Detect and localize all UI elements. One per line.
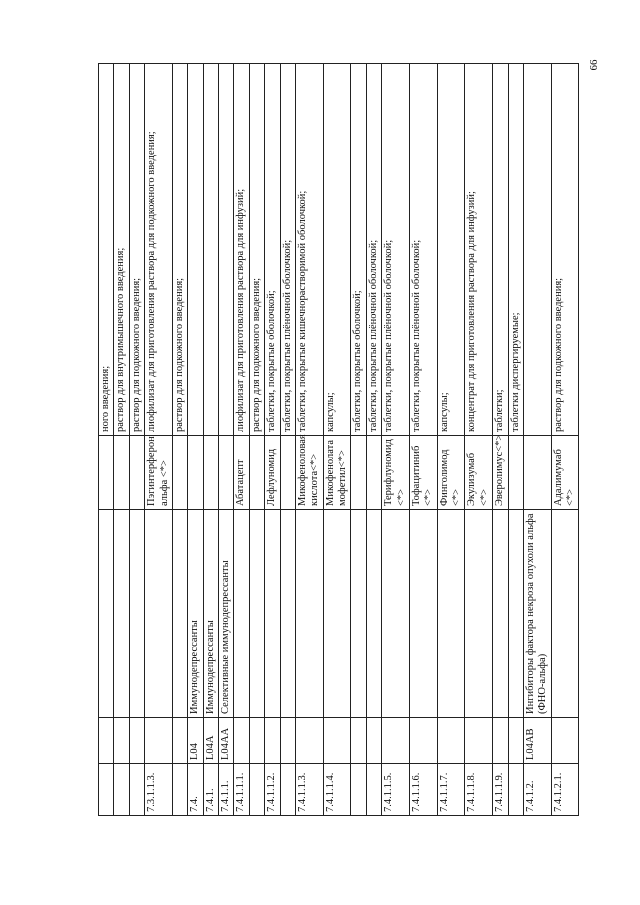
- dosage-form-cell: [523, 64, 551, 436]
- table-row: [465, 64, 493, 816]
- table-row: [265, 64, 280, 816]
- table-row: [280, 64, 295, 816]
- group-name-cell: [382, 510, 410, 718]
- dosage-form-cell: лиофилизат для приготовления раствора для инфузий;: [234, 64, 249, 436]
- drug-name-cell: [203, 436, 218, 510]
- group-name-cell: [280, 510, 295, 718]
- drug-name-cell: Экулизумаб <*>: [465, 436, 493, 510]
- drug-name-cell: Абатацепт: [234, 436, 249, 510]
- row-code-cell: 7.4.1.2.: [523, 764, 551, 816]
- table-row: [99, 64, 114, 816]
- row-code-cell: 7.4.1.1.5.: [382, 764, 410, 816]
- atc-code-cell: [551, 718, 579, 764]
- row-code-cell: 7.4.1.1.4.: [323, 764, 351, 816]
- atc-code-cell: [265, 718, 280, 764]
- atc-code-cell: [493, 718, 508, 764]
- table-row: [172, 64, 187, 816]
- dosage-form-cell: таблетки, покрытые плёночной оболочкой;: [280, 64, 295, 436]
- drug-name-cell: [129, 436, 144, 510]
- table-row: [551, 64, 579, 816]
- drug-name-cell: Финголимод <*>: [437, 436, 465, 510]
- dosage-form-cell: таблетки;: [493, 64, 508, 436]
- drug-name-cell: Эверолимус<*>: [493, 436, 508, 510]
- group-name-cell: [366, 510, 381, 718]
- dosage-form-cell: раствор для подкожного введения;: [249, 64, 264, 436]
- table-row: [234, 64, 249, 816]
- row-code-cell: [508, 764, 523, 816]
- row-code-cell: [249, 764, 264, 816]
- group-name-cell: [172, 510, 187, 718]
- group-name-cell: [295, 510, 323, 718]
- table-row: [203, 64, 218, 816]
- dosage-form-cell: таблетки диспергируемые;: [508, 64, 523, 436]
- table-row: [145, 64, 173, 816]
- atc-code-cell: [382, 718, 410, 764]
- drug-name-cell: [249, 436, 264, 510]
- table-row: [249, 64, 264, 816]
- row-code-cell: [129, 764, 144, 816]
- group-name-cell: [508, 510, 523, 718]
- page-number: 66: [588, 59, 600, 71]
- atc-code-cell: [437, 718, 465, 764]
- table-row: [295, 64, 323, 816]
- table-row: [493, 64, 508, 816]
- group-name-cell: [493, 510, 508, 718]
- group-name-cell: Селективные иммунодепрессанты: [219, 510, 234, 718]
- rotated-table-wrapper: [98, 64, 576, 816]
- drug-name-cell: [188, 436, 203, 510]
- row-code-cell: 7.4.1.1.8.: [465, 764, 493, 816]
- group-name-cell: [249, 510, 264, 718]
- dosage-form-cell: ного введения;: [99, 64, 114, 436]
- dosage-form-cell: раствор для подкожного введения;: [129, 64, 144, 436]
- table-row: [382, 64, 410, 816]
- table-row: [409, 64, 437, 816]
- drug-name-cell: [366, 436, 381, 510]
- table-row: [508, 64, 523, 816]
- dosage-form-cell: капсулы;: [323, 64, 351, 436]
- dosage-form-cell: [203, 64, 218, 436]
- atc-code-cell: [280, 718, 295, 764]
- table-row: [437, 64, 465, 816]
- group-name-cell: Иммунодепрессанты: [203, 510, 218, 718]
- row-code-cell: 7.4.1.1.9.: [493, 764, 508, 816]
- atc-code-cell: L04AB: [523, 718, 551, 764]
- table-row: [523, 64, 551, 816]
- dosage-form-cell: таблетки, покрытые оболочкой;: [351, 64, 366, 436]
- row-code-cell: [366, 764, 381, 816]
- atc-code-cell: [99, 718, 114, 764]
- group-name-cell: [465, 510, 493, 718]
- dosage-form-cell: таблетки, покрытые плёночной оболочкой;: [382, 64, 410, 436]
- atc-code-cell: [508, 718, 523, 764]
- table-row: [219, 64, 234, 816]
- drug-name-cell: [99, 436, 114, 510]
- drug-name-cell: [508, 436, 523, 510]
- drug-name-cell: Микофенолата мофетил<*>: [323, 436, 351, 510]
- dosage-form-cell: таблетки, покрытые плёночной оболочкой;: [366, 64, 381, 436]
- dosage-form-cell: таблетки, покрытые кишечнорастворимой оболочкой;: [295, 64, 323, 436]
- atc-code-cell: [172, 718, 187, 764]
- group-name-cell: [145, 510, 173, 718]
- row-code-cell: 7.4.1.1.3.: [295, 764, 323, 816]
- dosage-form-cell: таблетки, покрытые плёночной оболочкой;: [409, 64, 437, 436]
- row-code-cell: [99, 764, 114, 816]
- row-code-cell: 7.3.1.1.3.: [145, 764, 173, 816]
- drug-name-cell: Лефлуномид: [265, 436, 280, 510]
- group-name-cell: [551, 510, 579, 718]
- atc-code-cell: L04AA: [219, 718, 234, 764]
- row-code-cell: 7.4.1.1.6.: [409, 764, 437, 816]
- drug-name-cell: [172, 436, 187, 510]
- table-row: [114, 64, 129, 816]
- dosage-form-cell: раствор для подкожного введения;: [551, 64, 579, 436]
- drug-name-cell: [351, 436, 366, 510]
- drug-name-cell: [280, 436, 295, 510]
- group-name-cell: [265, 510, 280, 718]
- row-code-cell: 7.4.1.1.1.: [234, 764, 249, 816]
- group-name-cell: [234, 510, 249, 718]
- drug-table-body: [99, 64, 579, 816]
- row-code-cell: 7.4.: [188, 764, 203, 816]
- atc-code-cell: [366, 718, 381, 764]
- atc-code-cell: [295, 718, 323, 764]
- drug-name-cell: Терифлуномид <*>: [382, 436, 410, 510]
- row-code-cell: [172, 764, 187, 816]
- atc-code-cell: [114, 718, 129, 764]
- atc-code-cell: [323, 718, 351, 764]
- group-name-cell: [437, 510, 465, 718]
- group-name-cell: Иммунодепрессанты: [188, 510, 203, 718]
- atc-code-cell: [351, 718, 366, 764]
- row-code-cell: 7.4.1.: [203, 764, 218, 816]
- row-code-cell: 7.4.1.2.1.: [551, 764, 579, 816]
- group-name-cell: [323, 510, 351, 718]
- drug-name-cell: [114, 436, 129, 510]
- row-code-cell: [114, 764, 129, 816]
- drug-name-cell: [523, 436, 551, 510]
- atc-code-cell: L04: [188, 718, 203, 764]
- table-row: [351, 64, 366, 816]
- table-row: [366, 64, 381, 816]
- group-name-cell: [129, 510, 144, 718]
- dosage-form-cell: раствор для внутримышечного введения;: [114, 64, 129, 436]
- dosage-form-cell: раствор для подкожного введения;: [172, 64, 187, 436]
- drug-name-cell: [219, 436, 234, 510]
- atc-code-cell: L04A: [203, 718, 218, 764]
- dosage-form-cell: таблетки, покрытые оболочкой;: [265, 64, 280, 436]
- atc-code-cell: [129, 718, 144, 764]
- drug-name-cell: Пэгинтерферон альфа <*>: [145, 436, 173, 510]
- table-row: [188, 64, 203, 816]
- drug-table: [98, 63, 579, 816]
- atc-code-cell: [465, 718, 493, 764]
- table-row: [323, 64, 351, 816]
- dosage-form-cell: лиофилизат для приготовления раствора для подкожного введения;: [145, 64, 173, 436]
- dosage-form-cell: капсулы;: [437, 64, 465, 436]
- drug-name-cell: Тофацитиниб <*>: [409, 436, 437, 510]
- dosage-form-cell: концентрат для приготовления раствора для инфузий;: [465, 64, 493, 436]
- row-code-cell: 7.4.1.1.7.: [437, 764, 465, 816]
- group-name-cell: [351, 510, 366, 718]
- group-name-cell: [409, 510, 437, 718]
- group-name-cell: Ингибиторы фактора некроза опухоли альфа (ФНО-альфа): [523, 510, 551, 718]
- drug-name-cell: Микофеноловая кислота<*>: [295, 436, 323, 510]
- row-code-cell: [351, 764, 366, 816]
- drug-name-cell: Адалимумаб <*>: [551, 436, 579, 510]
- dosage-form-cell: [188, 64, 203, 436]
- group-name-cell: [114, 510, 129, 718]
- row-code-cell: [280, 764, 295, 816]
- table-row: [129, 64, 144, 816]
- atc-code-cell: [249, 718, 264, 764]
- atc-code-cell: [145, 718, 173, 764]
- group-name-cell: [99, 510, 114, 718]
- row-code-cell: 7.4.1.1.2.: [265, 764, 280, 816]
- dosage-form-cell: [219, 64, 234, 436]
- atc-code-cell: [409, 718, 437, 764]
- atc-code-cell: [234, 718, 249, 764]
- row-code-cell: 7.4.1.1.: [219, 764, 234, 816]
